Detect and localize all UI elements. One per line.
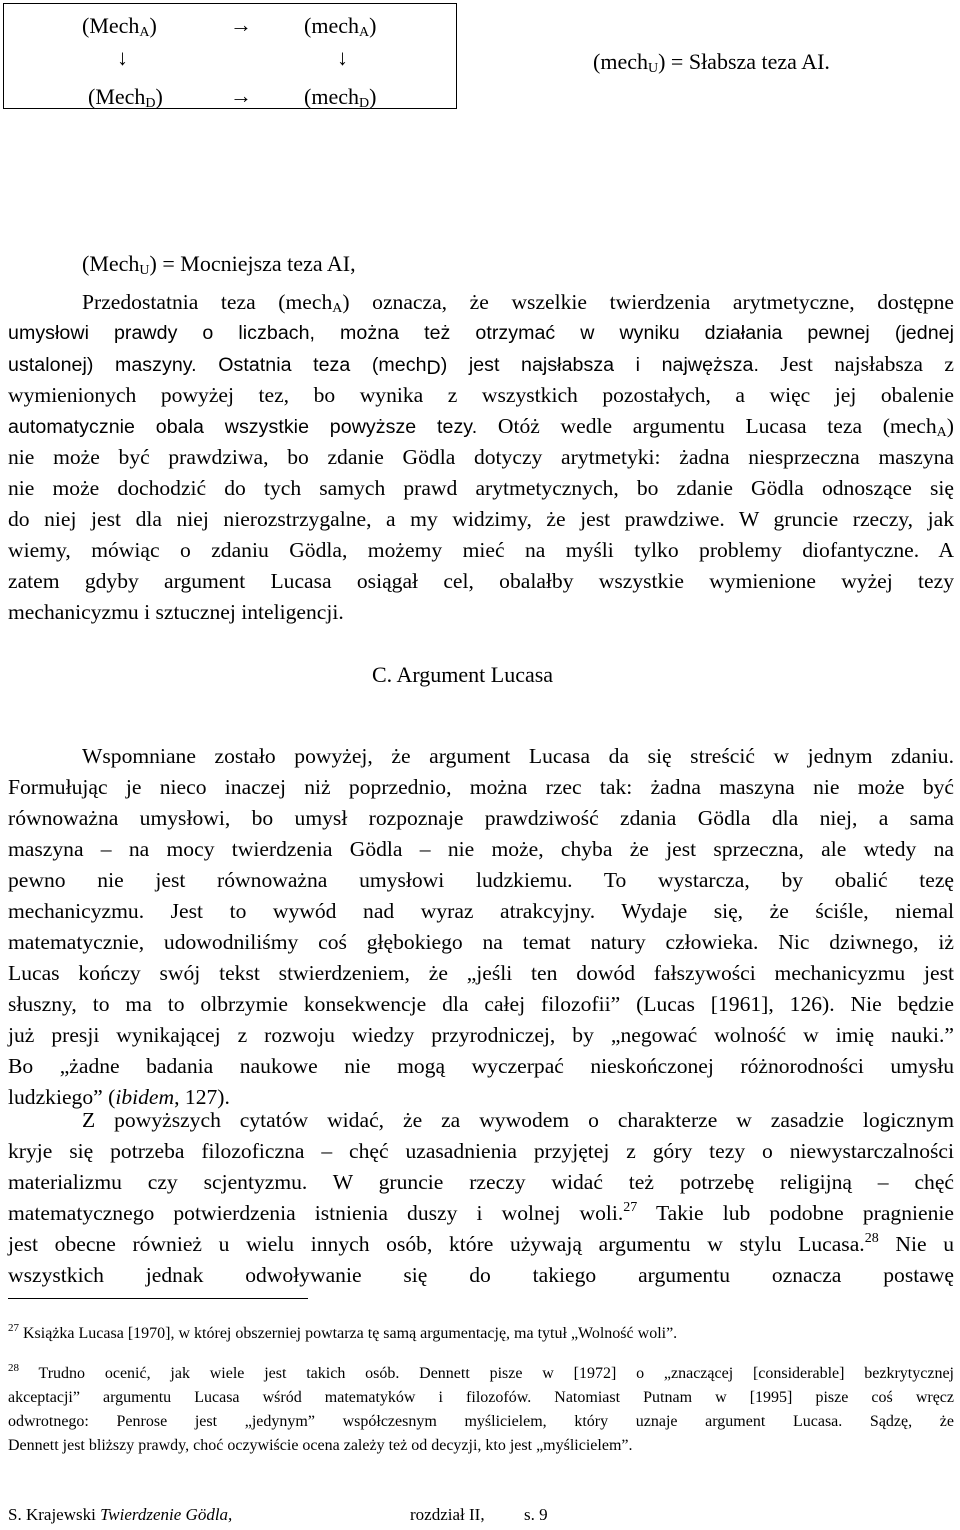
text-line: matematycznego potwierdzenia istnienia duszy i wolnej woli.$^{27}$ Takie lub podobne pragnienie — [8, 1200, 954, 1225]
footnote-ref[interactable]: 28 — [864, 1231, 879, 1246]
page-footer: S. Krajewski Twierdzenie Gödla, — [8, 1505, 233, 1524]
text-line: równoważna umysłowi, bo umysł rozpoznaje prawdziwość zdania Gödla dla niej, a sama — [8, 806, 954, 830]
text-line: matematycznie, udowodniliśmy coś głębokiego na temat natury człowieka. Nic dziwnego, iż — [8, 930, 954, 954]
text-line: mechanicyzmu i sztucznej inteligencji. — [8, 600, 344, 624]
footnote-number: 28 — [8, 1362, 19, 1374]
text-line: do niej jest dla niej nierozstrzygalne, a my widzimy, że jest prawdziwe. W gruncie rzeczy, jak — [8, 507, 954, 531]
down-arrow-icon: ↓ — [117, 45, 128, 70]
text-line: nie może dochodzić do tych samych prawd arytmetycznych, bo zdanie Gödla odnoszące się — [8, 476, 954, 500]
text-line: wiemy, mówiąc o zdaniu Gödla, możemy mieć na myśli tylko problemy diofantyczne. A — [8, 538, 954, 562]
text-line: ustalonej) maszyny. Ostatnia teza (mech$_D$) jest najsłabsza i najwęższa. Jest najsłabsza z — [8, 352, 954, 379]
text-line: mechanicyzmu. Jest to wywód nad wyraz atrakcyjny. Wydaje się, że ściśle, niemal — [8, 899, 954, 923]
text-line: materializmu czy scjentyzmu. W gruncie rzeczy widać też potrzebę religijną – chęć — [8, 1170, 954, 1194]
diagram-mech-d-lower: (mech$_D$) — [304, 84, 377, 111]
text-line: nie może być prawdziwa, bo zdanie Gödla dotyczy arytmetyki: żadna niesprzeczna maszyna — [8, 445, 954, 469]
diagram-mech-a-upper: (Mech$_A$) — [82, 13, 157, 40]
footnote-separator — [8, 1298, 308, 1299]
text-line: kryje się potrzeba filozoficzna – chęć uzasadnienia przyjętej z góry tezy o niewystarczalności — [8, 1139, 954, 1163]
text-line: Lucas kończy swój tekst stwierdzeniem, że „jeśli ten dowód fałszywości mechanicyzmu jest — [8, 961, 954, 985]
right-arrow-icon: → — [230, 12, 252, 37]
footnote-27: $^{27}$ Książka Lucasa [1970], w której obszerniej powtarza tę samą argumentację, ma tytuł „Wolność woli”. — [8, 1322, 678, 1342]
text-line: słuszny, to ma to olbrzymie konsekwencje dla całej filozofii” (Lucas [1961], 126). Nie będzie — [8, 992, 954, 1016]
text-line: Formułując je nieco inaczej niż poprzednio, można rzec tak: żadna maszyna nie może być — [8, 775, 954, 799]
paragraph-motivation — [8, 1105, 954, 1291]
down-arrow-icon: ↓ — [337, 45, 348, 70]
footnote-28: $^{28}$ Trudno ocenić, jak wiele jest takich osób. Dennett pisze w [1972] o „znaczącej [considerable] bezkrytycznej akceptacji” argumentu Lucasa wśród matematyków i filozofów. Natomiast Putnam w [1995] pisze coś wręcz odwrotnego: Penrose jest „jedynym” współczesnym myślicielem, który uznaje argument Lucasa. Sądzę, że Dennett jest bliższy prawdy, choć oczywiście ocena zależy też od decyzji, kto jest „myślicielem”. — [8, 1362, 954, 1454]
text-line: automatycznie obala wszystkie powyższe tezy. Otóż wedle argumentu Lucasa teza (mech$_A$) — [8, 414, 954, 440]
diagram-mech-a-lower: (mech$_A$) — [304, 13, 377, 40]
footnote-number: 27 — [8, 1322, 19, 1334]
text-line: wymienionych powyżej tez, bo wynika z wszystkich pozostałych, a więc jej obalenie — [8, 383, 954, 407]
strong-ai-thesis: (Mech$_U$) = Mocniejsza teza AI, — [82, 251, 356, 278]
weak-ai-thesis: (mech$_U$) = Słabsza teza AI. — [593, 49, 830, 76]
text-line: pewno nie jest równoważna umysłowi ludzkiemu. To wystarcza, by obalić tezę — [8, 868, 954, 892]
footnote-ref[interactable]: 27 — [623, 1200, 638, 1215]
text-line: umysłowi prawdy o liczbach, można też otrzymać w wyniku działania pewnej (jednej — [8, 322, 954, 344]
right-arrow-icon: → — [230, 83, 252, 108]
diagram-mech-d-upper: (Mech$_D$) — [88, 84, 163, 111]
text-line: zatem gdyby argument Lucasa osiągał cel, obalałby wszystkie wymienione wyżej tezy — [8, 569, 954, 593]
text-line: maszyna – na mocy twierdzenia Gödla – nie może, chyba że jest sprzeczna, ale wtedy na — [8, 837, 954, 861]
paragraph-theses — [8, 287, 954, 628]
text-line: wszystkich jednak odwoływanie się do takiego argumentu oznacza postawę — [8, 1263, 954, 1287]
footer-chapter: rozdział II, — [410, 1505, 485, 1524]
text-line: Z powyższych cytatów widać, że za wywodem o charakterze w zasadzie logicznym — [82, 1108, 954, 1132]
text-line: Wspomniane zostało powyżej, że argument Lucasa da się streścić w jednym zdaniu. — [82, 744, 954, 768]
text-line: jest obecne również u wielu innych osób, które używają argumentu w stylu Lucasa.$^{28}$ Nie u — [8, 1231, 954, 1256]
text-line: już presji wynikającej z rozwoju wiedzy przyrodniczej, by „negować wolność w imię nauki.” — [8, 1023, 954, 1047]
paragraph-lucas-argument — [8, 741, 954, 1113]
page-number: s. 9 — [524, 1505, 548, 1524]
text-line: Bo „żadne badania naukowe nie mogą wyczerpać nieskończonej różnorodności umysłu — [8, 1054, 954, 1078]
section-heading: C. Argument Lucasa — [372, 662, 554, 687]
text-line: Przedostatnia teza (mech$_A$) oznacza, że wszelkie twierdzenia arytmetyczne, dostępne — [82, 290, 954, 316]
text-line: ludzkiego” (ibidem, 127). — [8, 1085, 230, 1109]
